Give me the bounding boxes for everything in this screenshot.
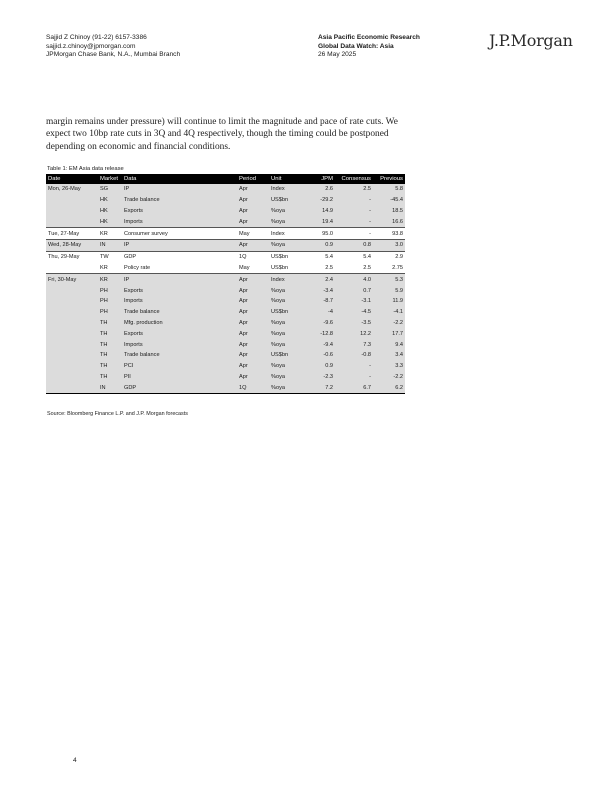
cell-data: Mfg. production	[122, 318, 237, 329]
cell-unit: Index	[269, 184, 305, 195]
col-header-unit: Unit	[269, 174, 305, 184]
cell-data: Consumer survey	[122, 228, 237, 240]
cell-data: GDP	[122, 382, 237, 393]
cell-consensus: 0.8	[335, 239, 373, 251]
cell-date	[46, 361, 98, 372]
table-row	[46, 216, 405, 227]
cell-previous: 16.6	[373, 216, 405, 227]
table-row	[46, 318, 405, 329]
cell-consensus: 6.7	[335, 382, 373, 393]
cell-previous: -2.2	[373, 372, 405, 383]
cell-unit: %oya	[269, 318, 305, 329]
cell-previous: -2.2	[373, 318, 405, 329]
cell-market: TH	[98, 372, 122, 383]
cell-period: Apr	[237, 296, 269, 307]
cell-period: Apr	[237, 361, 269, 372]
cell-data: PCI	[122, 361, 237, 372]
cell-date: Tue, 27-May	[46, 228, 98, 240]
table-row	[46, 263, 405, 274]
cell-data: Trade balance	[122, 195, 237, 206]
cell-previous: 3.3	[373, 361, 405, 372]
cell-date	[46, 285, 98, 296]
cell-consensus: -3.1	[335, 296, 373, 307]
cell-jpm: 5.4	[305, 251, 335, 262]
cell-period: Apr	[237, 216, 269, 227]
cell-unit: %oya	[269, 361, 305, 372]
cell-jpm: 2.4	[305, 274, 335, 285]
cell-previous: 18.5	[373, 206, 405, 217]
cell-period: Apr	[237, 184, 269, 195]
cell-unit: Index	[269, 228, 305, 240]
cell-previous: 2.9	[373, 251, 405, 262]
cell-period: Apr	[237, 372, 269, 383]
cell-jpm: 14.9	[305, 206, 335, 217]
publication-date: 26 May 2025	[318, 51, 357, 59]
cell-date: Mon, 26-May	[46, 184, 98, 195]
cell-data: Exports	[122, 328, 237, 339]
cell-previous: 6.2	[373, 382, 405, 393]
cell-data: IP	[122, 184, 237, 195]
cell-unit: %oya	[269, 239, 305, 251]
cell-market: TH	[98, 339, 122, 350]
cell-market: PH	[98, 285, 122, 296]
cell-data: Imports	[122, 216, 237, 227]
cell-date	[46, 350, 98, 361]
cell-data: Imports	[122, 296, 237, 307]
cell-previous: 5.8	[373, 184, 405, 195]
cell-jpm: -4	[305, 307, 335, 318]
cell-market: KR	[98, 228, 122, 240]
cell-jpm: 7.2	[305, 382, 335, 393]
cell-date	[46, 318, 98, 329]
cell-unit: %oya	[269, 382, 305, 393]
cell-period: Apr	[237, 339, 269, 350]
cell-jpm: 2.6	[305, 184, 335, 195]
col-header-previous: Previous	[373, 174, 405, 184]
cell-market: SG	[98, 184, 122, 195]
table-row	[46, 206, 405, 217]
cell-jpm: 95.0	[305, 228, 335, 240]
cell-date	[46, 339, 98, 350]
cell-previous: 3.0	[373, 239, 405, 251]
data-release-table	[46, 174, 405, 394]
col-header-period: Period	[237, 174, 269, 184]
table-row	[46, 296, 405, 307]
cell-date	[46, 195, 98, 206]
cell-unit: %oya	[269, 339, 305, 350]
cell-jpm: -3.4	[305, 285, 335, 296]
author-branch: JPMorgan Chase Bank, N.A., Mumbai Branch	[46, 51, 181, 59]
cell-unit: US$bn	[269, 251, 305, 262]
cell-market: HK	[98, 206, 122, 217]
cell-previous: 3.4	[373, 350, 405, 361]
table-row	[46, 307, 405, 318]
cell-period: Apr	[237, 318, 269, 329]
table-row	[46, 382, 405, 393]
cell-consensus: -	[335, 206, 373, 217]
cell-date	[46, 296, 98, 307]
cell-consensus: -3.5	[335, 318, 373, 329]
cell-jpm: -8.7	[305, 296, 335, 307]
cell-market: HK	[98, 216, 122, 227]
cell-previous: -45.4	[373, 195, 405, 206]
table-row	[46, 285, 405, 296]
cell-data: Policy rate	[124, 264, 151, 271]
col-header-jpm: JPM	[305, 174, 335, 184]
cell-data: PII	[122, 372, 237, 383]
table-row	[46, 195, 405, 206]
cell-consensus: 12.2	[335, 328, 373, 339]
cell-date: Thu, 29-May	[46, 251, 98, 262]
cell-data: Trade balance	[122, 350, 237, 361]
cell-consensus: -	[335, 216, 373, 227]
cell-market: PH	[98, 296, 122, 307]
publication-block	[318, 34, 420, 60]
table-row	[46, 274, 405, 285]
table-title: Table 1: EM Asia data release	[47, 166, 124, 172]
cell-jpm: 0.9	[305, 361, 335, 372]
cell-consensus: -4.5	[335, 307, 373, 318]
col-header-data: Data	[122, 174, 237, 184]
cell-period: Apr	[237, 206, 269, 217]
author-line: Sajjid Z Chinoy (91-22) 6157-3386	[46, 34, 147, 41]
cell-previous: 11.9	[373, 296, 405, 307]
table-row	[46, 350, 405, 361]
cell-jpm: -9.4	[305, 339, 335, 350]
cell-consensus: 7.3	[335, 339, 373, 350]
col-header-date: Date	[46, 174, 98, 184]
cell-jpm: 0.9	[305, 239, 335, 251]
cell-consensus: -	[335, 361, 373, 372]
cell-market: KR	[100, 264, 108, 271]
cell-data: Exports	[122, 206, 237, 217]
table-row	[46, 251, 405, 262]
cell-date	[46, 307, 98, 318]
cell-market: IN	[98, 382, 122, 393]
cell-jpm: -9.6	[305, 318, 335, 329]
author-email[interactable]: sajjid.z.chinoy@jpmorgan.com	[46, 42, 136, 50]
cell-previous: 5.9	[373, 285, 405, 296]
col-header-consensus: Consensus	[335, 174, 373, 184]
cell-period: 1Q	[237, 382, 269, 393]
cell-period: Apr	[237, 195, 269, 206]
cell-unit: Index	[269, 274, 305, 285]
cell-period: Apr	[237, 274, 269, 285]
series-title: Asia Pacific Economic Research	[318, 34, 420, 41]
cell-jpm: 2.5	[325, 264, 333, 271]
cell-jpm: -0.6	[305, 350, 335, 361]
cell-unit: %oya	[269, 372, 305, 383]
cell-period: Apr	[237, 239, 269, 251]
cell-period: 1Q	[237, 251, 269, 262]
cell-consensus: 2.5	[335, 184, 373, 195]
cell-period: Apr	[237, 307, 269, 318]
cell-date	[46, 263, 98, 274]
cell-unit: %oya	[269, 206, 305, 217]
body-paragraph: margin remains under pressure) will continue to limit the magnitude and pace of rate cuts. We expect two 10bp rate cuts in 3Q and 4Q respectively, though the timing could be postponed depending on economic and financial conditions.	[46, 117, 398, 152]
cell-previous: 9.4	[373, 339, 405, 350]
cell-consensus: 2.5	[363, 264, 371, 271]
cell-market: IN	[98, 239, 122, 251]
cell-jpm: 19.4	[305, 216, 335, 227]
cell-date	[46, 216, 98, 227]
cell-unit: %oya	[269, 216, 305, 227]
table-header-row	[46, 174, 405, 184]
table-row	[46, 328, 405, 339]
cell-data: Trade balance	[122, 307, 237, 318]
cell-date	[46, 328, 98, 339]
cell-market: TH	[98, 328, 122, 339]
cell-previous: 5.3	[373, 274, 405, 285]
cell-data: IP	[122, 274, 237, 285]
cell-data: IP	[122, 239, 237, 251]
cell-consensus: 0.7	[335, 285, 373, 296]
cell-unit: US$bn	[271, 264, 289, 271]
cell-market: HK	[98, 195, 122, 206]
cell-market: KR	[98, 274, 122, 285]
cell-market: PH	[98, 307, 122, 318]
cell-jpm: -2.3	[305, 372, 335, 383]
cell-previous: 93.8	[373, 228, 405, 240]
cell-consensus: 5.4	[335, 251, 373, 262]
cell-data: GDP	[122, 251, 237, 262]
cell-period: May	[237, 228, 269, 240]
cell-data: Imports	[122, 339, 237, 350]
cell-jpm: -12.8	[305, 328, 335, 339]
cell-market: TH	[98, 361, 122, 372]
cell-period: Apr	[237, 285, 269, 296]
cell-unit: %oya	[269, 296, 305, 307]
cell-jpm: -29.2	[305, 195, 335, 206]
cell-unit: US$bn	[269, 195, 305, 206]
publication-title: Global Data Watch: Asia	[318, 42, 394, 50]
cell-consensus: -	[335, 372, 373, 383]
cell-unit: US$bn	[269, 307, 305, 318]
cell-consensus: -	[335, 195, 373, 206]
cell-unit: %oya	[269, 328, 305, 339]
cell-previous: -4.1	[373, 307, 405, 318]
cell-consensus: -0.8	[335, 350, 373, 361]
table-row	[46, 239, 405, 251]
cell-date	[46, 372, 98, 383]
cell-period: May	[239, 264, 250, 271]
cell-period: Apr	[237, 350, 269, 361]
cell-previous: 2.75	[392, 264, 403, 271]
cell-date: Fri, 30-May	[46, 274, 98, 285]
cell-date	[46, 382, 98, 393]
table-row	[46, 372, 405, 383]
cell-consensus: -	[335, 228, 373, 240]
cell-data: Exports	[122, 285, 237, 296]
table-row	[46, 339, 405, 350]
author-block	[46, 34, 180, 60]
table-row	[46, 228, 405, 240]
cell-consensus: 4.0	[335, 274, 373, 285]
cell-market: TW	[98, 251, 122, 262]
table-row	[46, 361, 405, 372]
jpmorgan-logo: J.P.Morgan	[489, 31, 573, 50]
cell-market: TH	[98, 350, 122, 361]
cell-market: TH	[98, 318, 122, 329]
table-source: Source: Bloomberg Finance L.P. and J.P. Morgan forecasts	[47, 411, 188, 417]
col-header-market: Market	[98, 174, 122, 184]
cell-previous: 17.7	[373, 328, 405, 339]
page-number: 4	[73, 757, 77, 764]
cell-date	[46, 206, 98, 217]
cell-period: Apr	[237, 328, 269, 339]
table-row	[46, 184, 405, 195]
cell-unit: US$bn	[269, 350, 305, 361]
cell-unit: %oya	[269, 285, 305, 296]
cell-date: Wed, 28-May	[46, 239, 98, 251]
